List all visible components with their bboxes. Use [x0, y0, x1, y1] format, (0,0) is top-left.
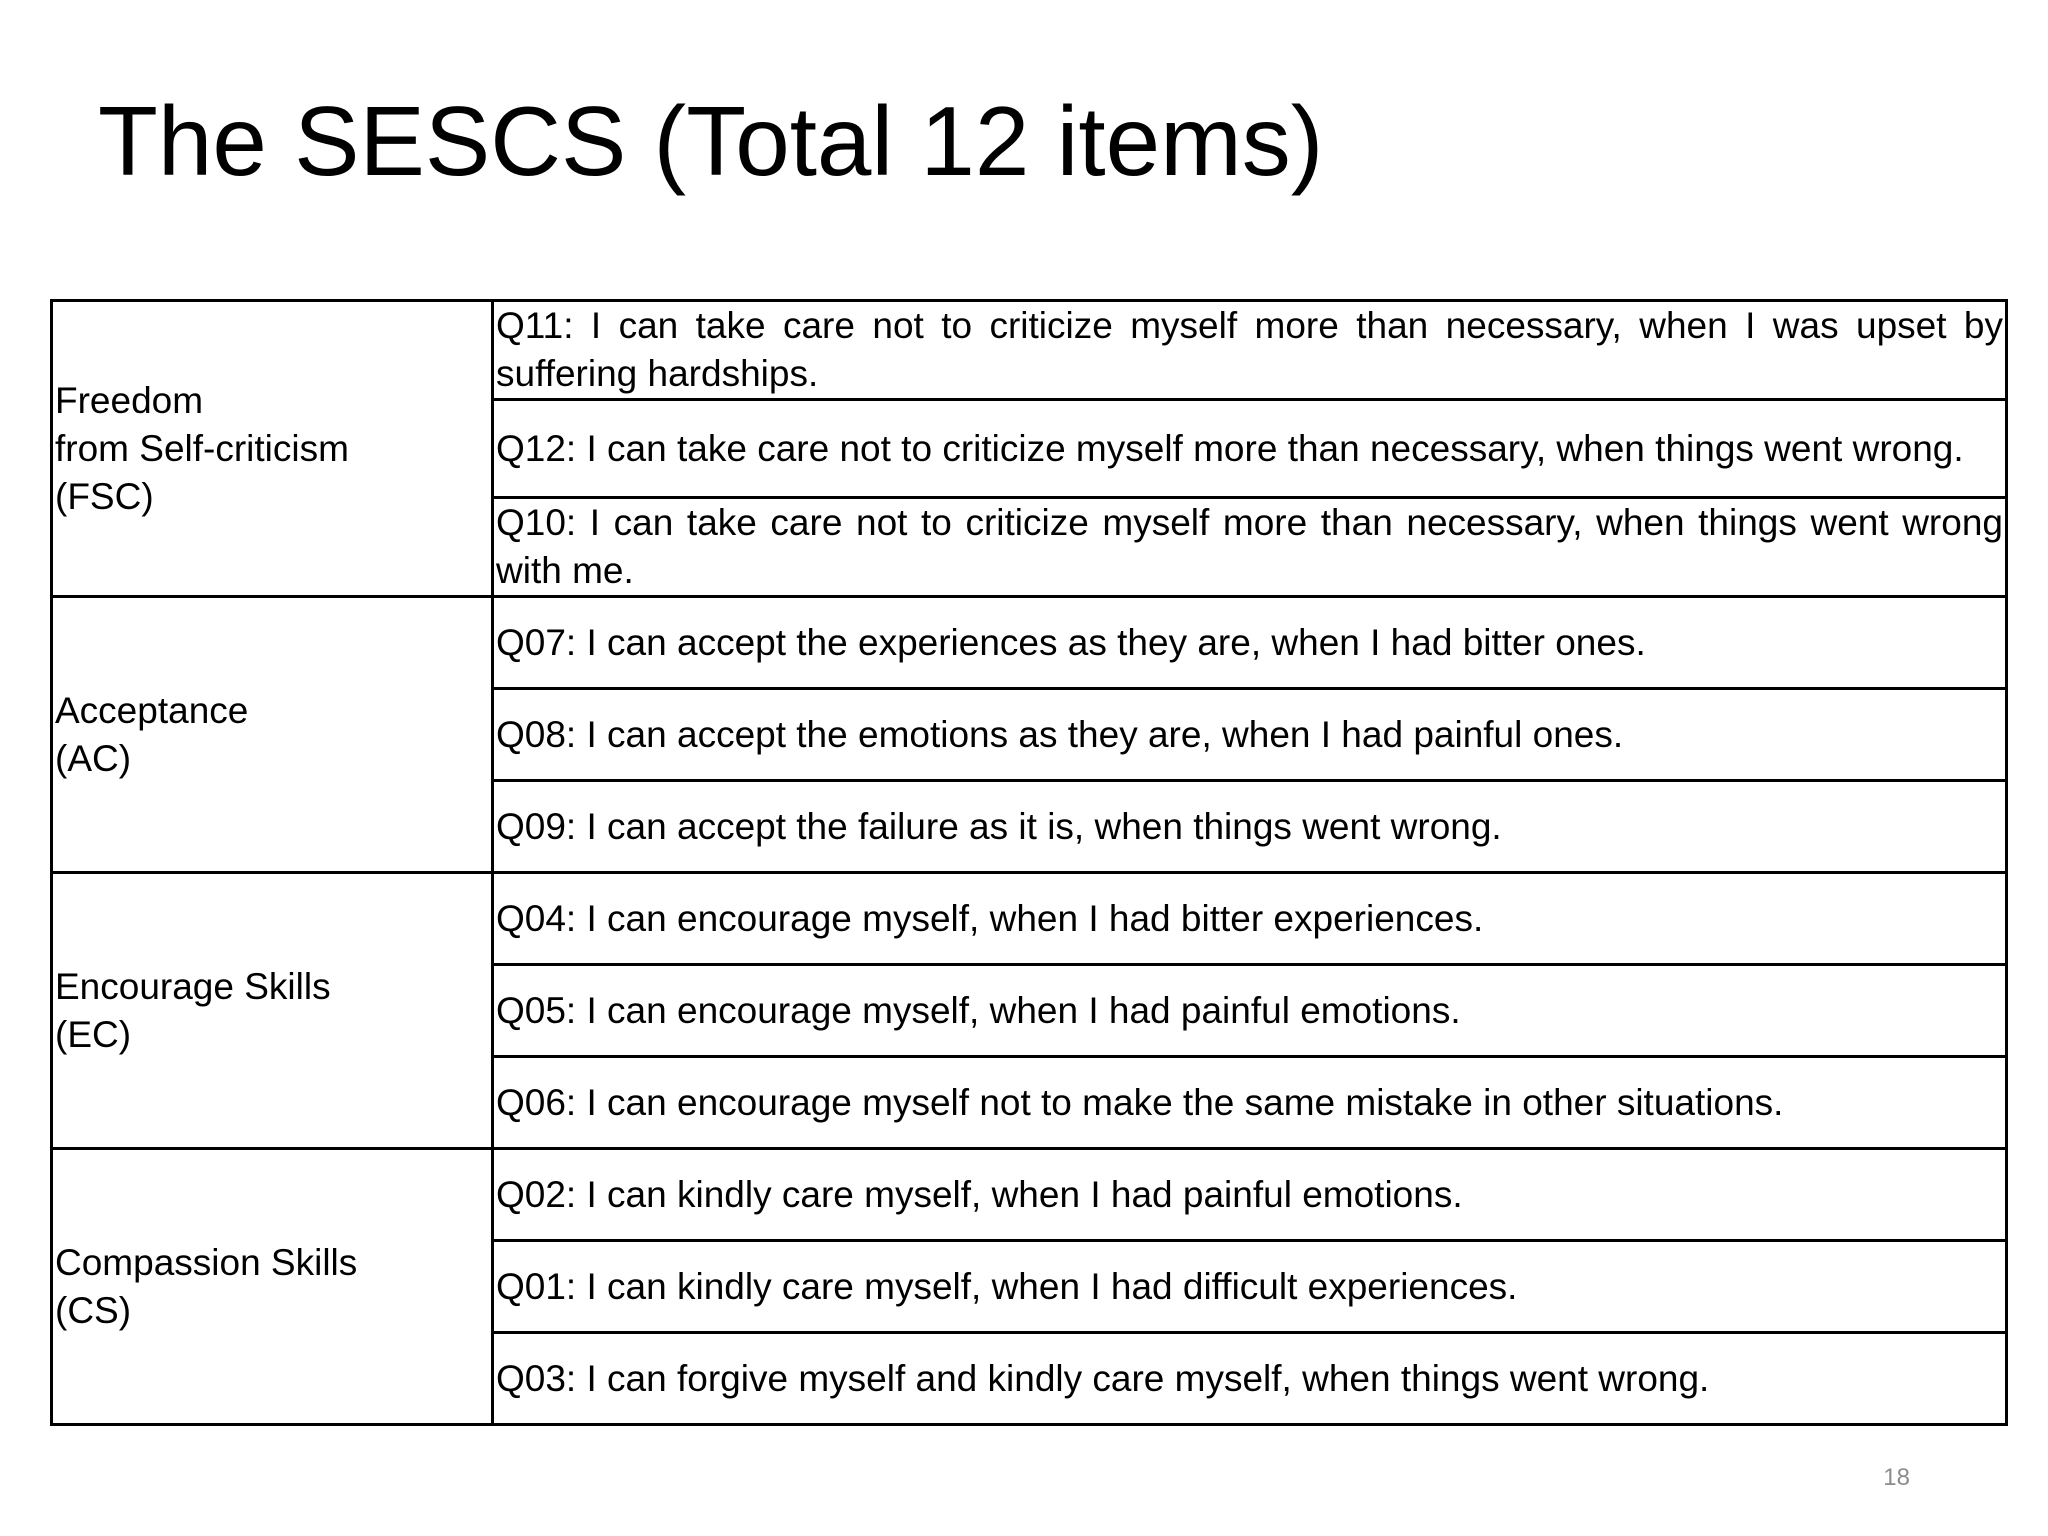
item-q12: Q12: I can take care not to criticize myself more than necessary, when things went wrong.	[493, 400, 2007, 498]
subscale-line: Freedom	[55, 379, 204, 421]
item-q01: Q01: I can kindly care myself, when I had difficult experiences.	[493, 1241, 2007, 1333]
item-q07: Q07: I can accept the experiences as they are, when I had bitter ones.	[493, 597, 2007, 689]
subscale-label-ac	[52, 597, 493, 873]
item-q02: Q02: I can kindly care myself, when I had painful emotions.	[493, 1149, 2007, 1241]
subscale-line: Compassion Skills	[55, 1241, 358, 1283]
item-q03: Q03: I can forgive myself and kindly care myself, when things went wrong.	[493, 1333, 2007, 1425]
subscale-line: Acceptance	[55, 689, 249, 731]
subscale-line: Encourage Skills	[55, 965, 331, 1007]
item-q11: Q11: I can take care not to criticize myself more than necessary, when I was upset by suffering hardships.	[493, 301, 2007, 400]
subscale-label-fsc	[52, 301, 493, 597]
item-q06: Q06: I can encourage myself not to make the same mistake in other situations.	[493, 1057, 2007, 1149]
subscale-line: (FSC)	[55, 475, 154, 517]
subscale-line: (AC)	[55, 737, 132, 779]
subscale-line: (EC)	[55, 1013, 132, 1055]
sescs-items-table	[50, 299, 2008, 1426]
slide-title: The SESCS (Total 12 items)	[98, 86, 1324, 196]
table-row	[52, 301, 2007, 400]
subscale-line: from Self-criticism	[55, 427, 349, 469]
subscale-label-cs	[52, 1149, 493, 1425]
table-row	[52, 1149, 2007, 1241]
subscale-line: (CS)	[55, 1289, 132, 1331]
item-q05: Q05: I can encourage myself, when I had painful emotions.	[493, 965, 2007, 1057]
table-row	[52, 873, 2007, 965]
item-q04: Q04: I can encourage myself, when I had bitter experiences.	[493, 873, 2007, 965]
subscale-label-ec	[52, 873, 493, 1149]
item-q10: Q10: I can take care not to criticize myself more than necessary, when things went wrong with me.	[493, 498, 2007, 597]
item-q08: Q08: I can accept the emotions as they are, when I had painful ones.	[493, 689, 2007, 781]
item-q09: Q09: I can accept the failure as it is, when things went wrong.	[493, 781, 2007, 873]
table-row	[52, 597, 2007, 689]
page-number: 18	[1883, 1464, 1910, 1491]
